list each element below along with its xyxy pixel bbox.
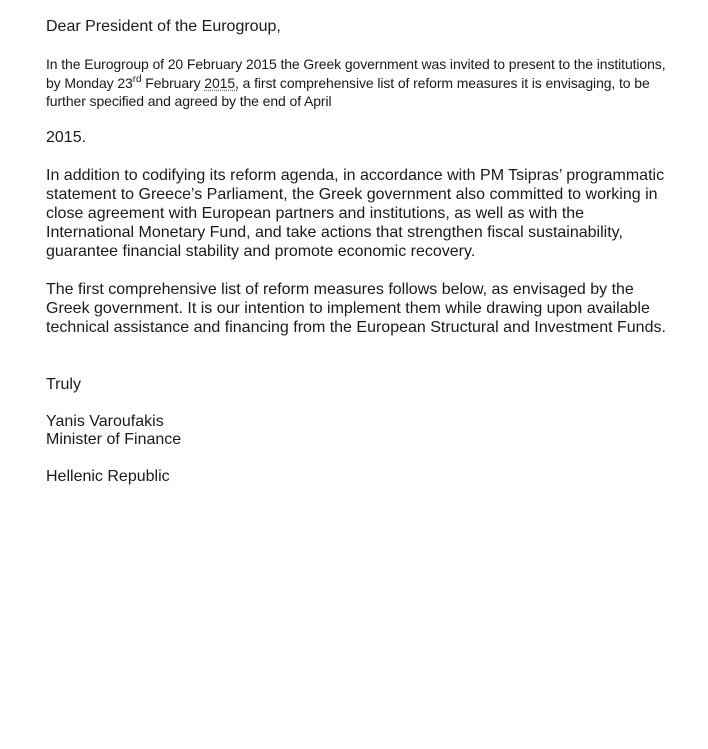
paragraph-reform-list: The first comprehensive list of reform measures follows below, as envisaged by the Greek government. It is our intention to implement them while drawing upon available technical assistance and financing from the European Structural and Investment Funds.	[46, 281, 666, 336]
signatory-name: Yanis Varoufakis	[46, 413, 164, 430]
paragraph-reform-agenda: In addition to codifying its reform agenda, in accordance with PM Tsipras’ programmatic statement to Greece’s Parliament, the Greek government also committed to working in close agreement with European partners and institutions, as well as with the International Monetary Fund, and take actions that strengthen fiscal sustainability, guarantee financial stability and promote economic recovery.	[46, 167, 665, 260]
salutation: Dear President of the Eurogroup,	[46, 18, 281, 35]
underlined-year: 2015,	[204, 74, 239, 91]
paragraph-invitation-text-2: February	[141, 74, 205, 91]
signatory-organization: Hellenic Republic	[46, 468, 170, 485]
year-line: 2015.	[46, 129, 87, 146]
closing: Truly	[46, 376, 81, 393]
paragraph-invitation-text-1: In the Eurogroup of 20 February 2015 the Greek government was invited to present to the institutions, by Monday 23	[46, 56, 666, 91]
ordinal-superscript: rd	[132, 73, 142, 85]
paragraph-invitation-text-3: a first comprehensive list of reform measures it is envisaging, to be further specified and agreed by the end of April	[46, 74, 650, 109]
signatory-title: Minister of Finance	[46, 431, 182, 448]
paragraph-invitation	[46, 55, 671, 111]
